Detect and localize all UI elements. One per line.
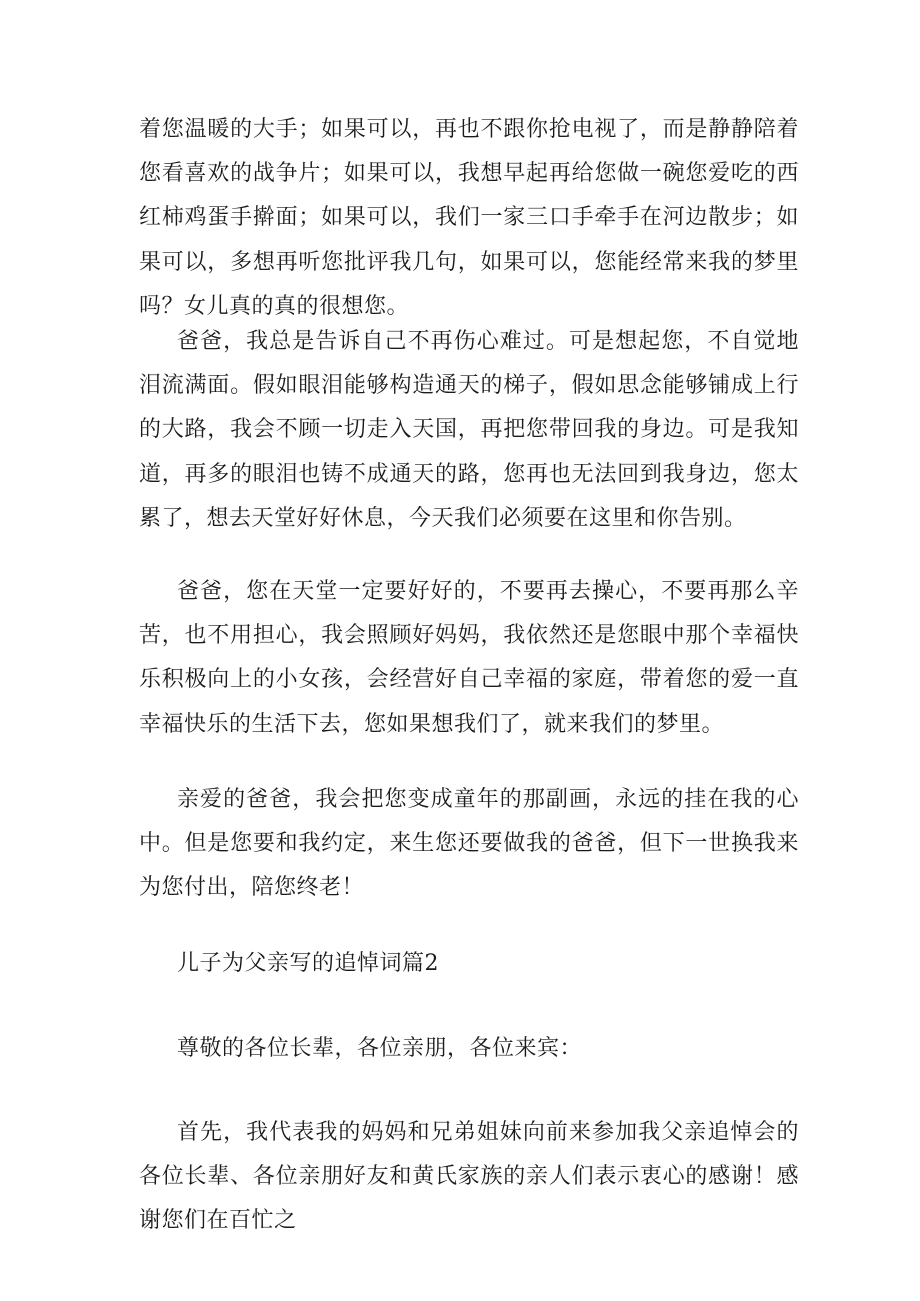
paragraph-4: 亲爱的爸爸，我会把您变成童年的那副画，永远的挂在我的心中。但是您要和我约定，来生您还要做我的爸爸，但下一世换我来为您付出，陪您终老！: [139, 787, 799, 901]
paragraph-2: 爸爸，我总是告诉自己不再伤心难过。可是想起您，不自觉地泪流满面。假如眼泪能够构造通天的梯子，假如思念能够铺成上行的大路，我会不顾一切走入天国，再把您带回我的身边。可是我知道，再多的眼泪也铸不成通天的路，您再也无法回到我身边，您太累了，想去天堂好好休息，今天我们必须要在这里和你告别。: [139, 329, 799, 531]
paragraph-1: 着您温暖的大手；如果可以，再也不跟你抢电视了，而是静静陪着您看喜欢的战争片；如果可以，我想早起再给您做一碗您爱吃的西红柿鸡蛋手擀面；如果可以，我们一家三口手牵手在河边散步；如果可以，多想再听您批评我几句，如果可以，您能经常来我的梦里吗？女儿真的真的很想您。: [139, 117, 799, 319]
salutation: 尊敬的各位长辈，各位亲朋，各位来宾：: [177, 1036, 583, 1061]
section-title: 儿子为父亲写的追悼词篇2: [177, 951, 439, 976]
paragraph-5: 首先，我代表我的妈妈和兄弟姐妹向前来参加我父亲追悼会的各位长辈、各位亲朋好友和黄氏家族的亲人们表示衷心的感谢！感谢您们在百忙之: [139, 1120, 799, 1234]
paragraph-3: 爸爸，您在天堂一定要好好的，不要再去操心，不要再那么辛苦，也不用担心，我会照顾好妈妈，我依然还是您眼中那个幸福快乐积极向上的小女孩，会经营好自己幸福的家庭，带着您的爱一直幸福快乐的生活下去，您如果想我们了，就来我们的梦里。: [139, 579, 799, 737]
